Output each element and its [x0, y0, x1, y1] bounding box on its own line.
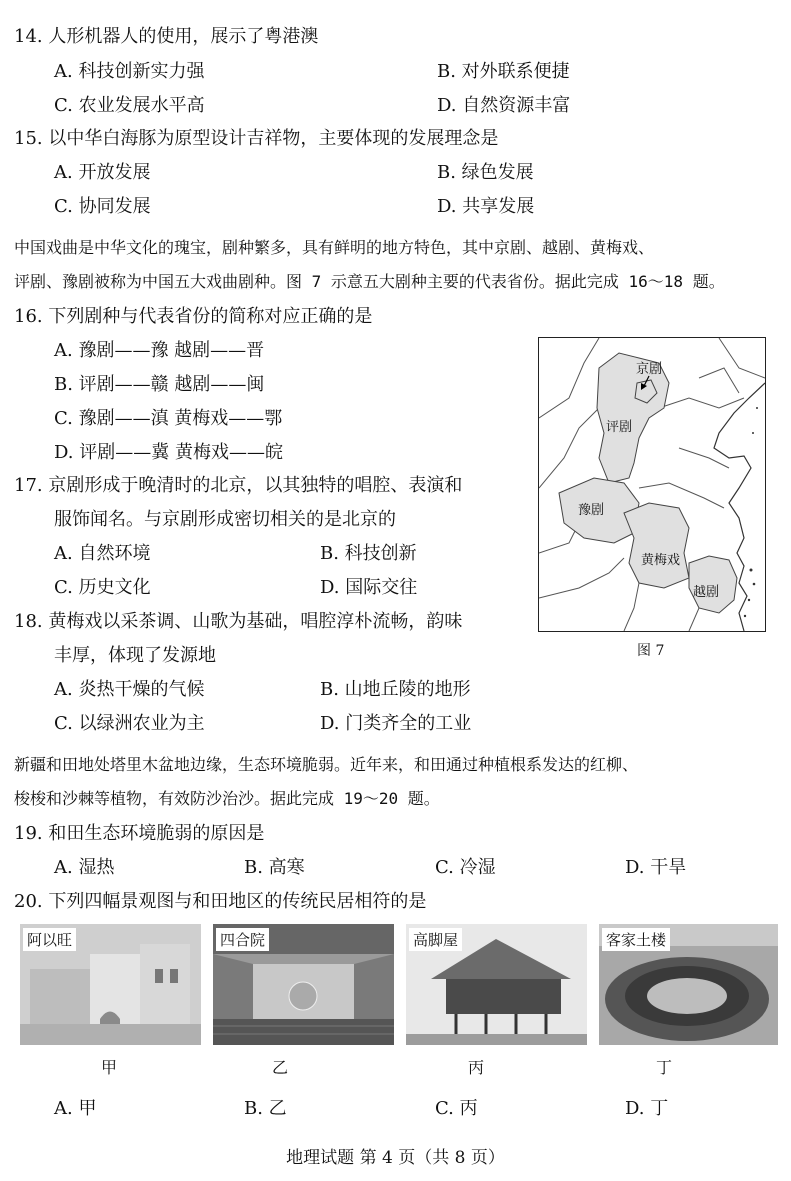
map-label-pingju: 评剧 [606, 420, 633, 435]
q20-option-d: D. 丁 [625, 1098, 669, 1119]
photo-label-tulou: 客家土楼 [602, 928, 670, 951]
photo-label-siheyuan: 四合院 [216, 928, 269, 951]
photo-ayiwang [20, 924, 201, 1045]
q14-option-a: A. 科技创新实力强 [54, 61, 205, 82]
q18-option-c: C. 以绿洲农业为主 [54, 713, 205, 734]
q15-option-c: C. 协同发展 [54, 196, 151, 217]
q17-option-d: D. 国际交往 [320, 577, 418, 598]
q18-option-b: B. 山地丘陵的地形 [320, 679, 471, 700]
q19-option-b: B. 高寒 [244, 857, 305, 878]
map-label-jingju: 京剧 [636, 362, 663, 377]
q15-stem: 15. 以中华白海豚为原型设计吉祥物，主要体现的发展理念是 [14, 128, 499, 149]
q14-option-d: D. 自然资源丰富 [437, 95, 571, 116]
photo-caption-yi: 乙 [272, 1058, 289, 1077]
intro2-line2: 梭梭和沙棘等植物，有效防沙治沙。据此完成 19～20 题。 [14, 789, 440, 808]
q15-option-a: A. 开放发展 [54, 162, 151, 183]
q19-stem: 19. 和田生态环境脆弱的原因是 [14, 823, 265, 844]
q19-option-a: A. 湿热 [54, 857, 115, 878]
photo-siheyuan [213, 924, 394, 1045]
opera-provinces-map [539, 338, 765, 631]
q14-stem: 14. 人形机器人的使用，展示了粤港澳 [14, 26, 319, 47]
q17-stem-line2: 服饰闻名。与京剧形成密切相关的是北京的 [54, 509, 396, 530]
q14-option-b: B. 对外联系便捷 [437, 61, 570, 82]
islands [744, 407, 758, 617]
intro1-line1: 中国戏曲是中华文化的瑰宝，剧种繁多，具有鲜明的地方特色，其中京剧、越剧、黄梅戏、 [14, 238, 655, 257]
q15-option-d: D. 共享发展 [437, 196, 535, 217]
q19-option-c: C. 冷湿 [435, 857, 496, 878]
q19-option-d: D. 干旱 [625, 857, 687, 878]
q18-option-a: A. 炎热干燥的气候 [54, 679, 205, 700]
q20-stem: 20. 下列四幅景观图与和田地区的传统民居相符的是 [14, 891, 427, 912]
page-footer: 地理试题 第 4 页（共 8 页） [286, 1148, 505, 1168]
photo-caption-ding: 丁 [656, 1058, 673, 1077]
q20-option-a: A. 甲 [54, 1098, 97, 1119]
highlighted-provinces [559, 353, 737, 613]
q16-stem: 16. 下列剧种与代表省份的简称对应正确的是 [14, 306, 373, 327]
q20-option-b: B. 乙 [244, 1098, 287, 1119]
q17-option-a: A. 自然环境 [54, 543, 151, 564]
map-label-yueju: 越剧 [693, 585, 720, 600]
photo-caption-jia: 甲 [101, 1058, 118, 1077]
photo-label-gaojiaowu: 高脚屋 [409, 928, 462, 951]
q18-option-d: D. 门类齐全的工业 [320, 713, 472, 734]
intro2-line1: 新疆和田地处塔里木盆地边缘，生态环境脆弱。近年来，和田通过种植根系发达的红柳、 [14, 755, 639, 774]
figure-7-map [538, 337, 766, 632]
map-label-yuju: 豫剧 [578, 503, 605, 518]
q20-option-c: C. 丙 [435, 1098, 478, 1119]
photo-tulou [599, 924, 778, 1045]
q17-stem-line1: 17. 京剧形成于晚清时的北京，以其独特的唱腔、表演和 [14, 475, 463, 496]
q16-option-d: D. 评剧——冀 黄梅戏——皖 [54, 442, 283, 463]
q15-option-b: B. 绿色发展 [437, 162, 534, 183]
photo-caption-bing: 丙 [468, 1058, 485, 1077]
q16-option-a: A. 豫剧——豫 越剧——晋 [54, 340, 265, 361]
map-label-huangmeixi: 黄梅戏 [641, 553, 681, 568]
figure-7-caption: 图 7 [637, 643, 665, 659]
intro1-line2: 评剧、豫剧被称为中国五大戏曲剧种。图 7 示意五大剧种主要的代表省份。据此完成 16～18 题。 [14, 272, 725, 291]
q18-stem-line1: 18. 黄梅戏以采茶调、山歌为基础，唱腔淳朴流畅，韵味 [14, 611, 463, 632]
q17-option-c: C. 历史文化 [54, 577, 151, 598]
q14-option-c: C. 农业发展水平高 [54, 95, 205, 116]
q16-option-c: C. 豫剧——滇 黄梅戏——鄂 [54, 408, 283, 429]
photo-gaojiaowu [406, 924, 587, 1045]
photo-label-ayiwang: 阿以旺 [23, 928, 76, 951]
q16-option-b: B. 评剧——赣 越剧——闽 [54, 374, 265, 395]
q17-option-b: B. 科技创新 [320, 543, 417, 564]
q18-stem-line2: 丰厚，体现了发源地 [54, 645, 216, 666]
